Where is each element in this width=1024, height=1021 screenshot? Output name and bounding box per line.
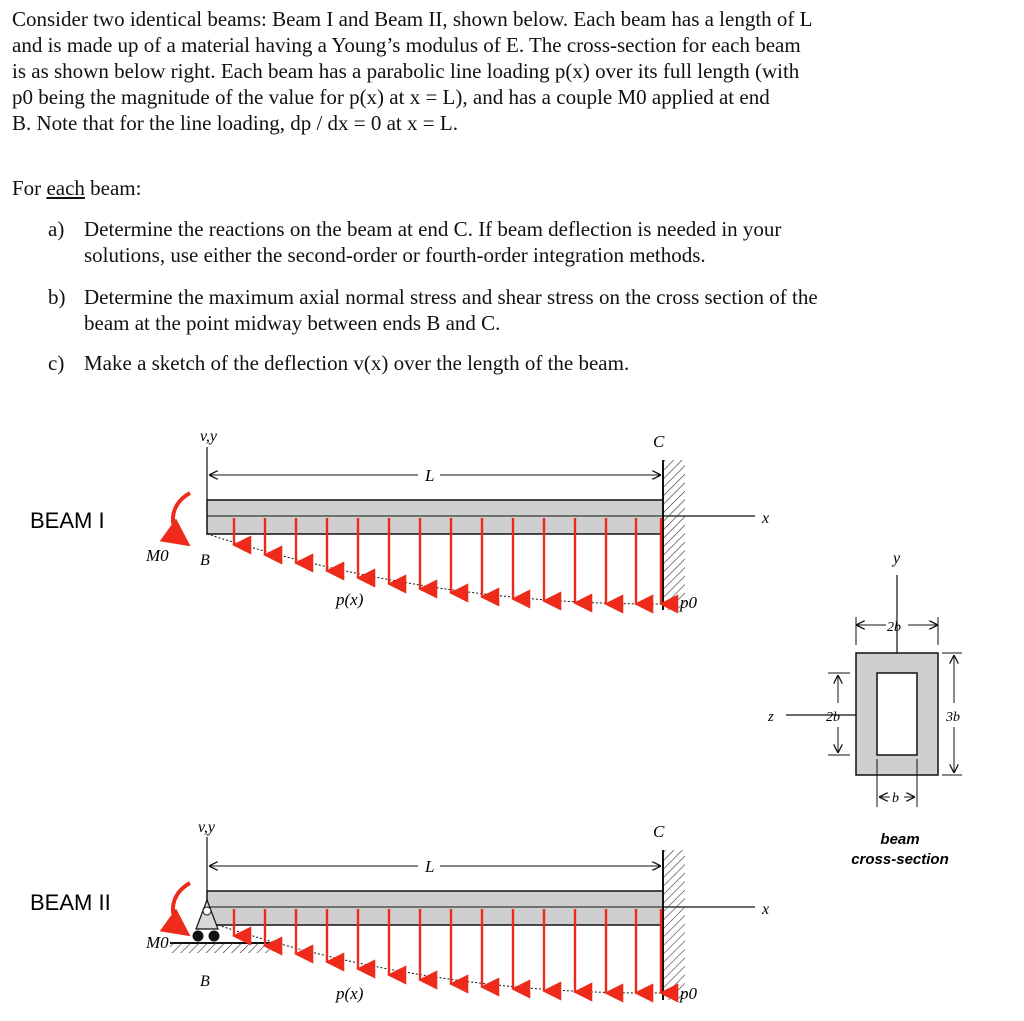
part-line: solutions, use either the second-order or fourth-order integration methods.	[84, 243, 706, 267]
beam-2-axis-x: x	[762, 901, 770, 918]
cross-section-axis-z: z	[768, 709, 774, 725]
for-each-emphasis: each	[46, 176, 85, 200]
cross-section	[767, 550, 962, 868]
beam-2-body	[207, 891, 663, 925]
part-label: c)	[48, 351, 65, 375]
beam-1-moment-arrow	[173, 493, 190, 543]
beam-figure	[0, 395, 1024, 1015]
beam-1-end-b: B	[200, 552, 210, 569]
beam-2-load-label: p(x)	[336, 984, 364, 1003]
beam-2-moment-label: M0	[146, 933, 169, 952]
beam-2-title: BEAM II	[30, 890, 111, 915]
beam-1-axis-x: x	[762, 510, 770, 527]
beam-2-load-curve	[218, 925, 663, 993]
part-label: a)	[48, 217, 65, 241]
beam-1-end-c: C	[653, 432, 665, 451]
problem-intro	[12, 6, 924, 136]
beam-2-end-b: B	[200, 973, 210, 990]
dim-width-outer: 2b	[887, 620, 901, 635]
cross-section-caption-2: cross-section	[851, 851, 949, 868]
beam-2	[30, 819, 769, 1003]
beam-1-body	[207, 500, 663, 534]
intro-line: and is made up of a material having a Young’s modulus of E. The cross-section for each beam	[12, 33, 801, 57]
beam-2-length-label: L	[425, 857, 435, 876]
section-inner	[877, 673, 917, 755]
for-each-suffix: beam:	[84, 176, 142, 200]
dim-height-outer: 3b	[946, 710, 960, 725]
beam-1	[30, 428, 769, 612]
part-line: Determine the reactions on the beam at end C. If beam deflection is needed in your	[84, 217, 782, 241]
beam-1-title: BEAM I	[30, 508, 105, 533]
for-each-heading	[12, 176, 141, 201]
beam-1-fixed-wall	[663, 460, 685, 610]
part-line: Make a sketch of the deflection v(x) over the length of the beam.	[84, 351, 630, 375]
cross-section-axis-y: y	[893, 550, 901, 567]
beam-1-load-label: p(x)	[336, 590, 364, 609]
part-line: beam at the point midway between ends B and C.	[84, 311, 501, 335]
for-each-prefix: For	[12, 176, 47, 200]
intro-line: B. Note that for the line loading, dp / dx = 0 at x = L.	[12, 111, 458, 135]
beam-1-load-curve	[207, 534, 663, 604]
beam-2-load-max: p0	[680, 984, 697, 1003]
intro-line: p0 being the magnitude of the value for p(x) at x = L), and has a couple M0 applied at end	[12, 85, 770, 109]
beam-2-fixed-wall	[663, 850, 685, 1000]
beam-2-end-c: C	[653, 822, 665, 841]
part-label: b)	[48, 285, 66, 309]
cross-section-caption-1: beam	[880, 831, 920, 848]
intro-line: is as shown below right. Each beam has a parabolic line loading p(x) over its full length (with	[12, 59, 800, 83]
beam-2-moment-arrow	[173, 883, 190, 933]
part-line: Determine the maximum axial normal stress and shear stress on the cross section of the	[84, 285, 818, 309]
dim-width-inner: b	[892, 791, 899, 806]
dim-height-inner: 2b	[826, 710, 840, 725]
beam-2-axis-vy: v,y	[198, 819, 216, 836]
beam-1-length-label: L	[425, 466, 435, 485]
intro-line: Consider two identical beams: Beam I and Beam II, shown below. Each beam has a length of L	[12, 7, 813, 31]
beam-1-axis-vy: v,y	[200, 428, 218, 445]
beam-1-moment-label: M0	[146, 546, 169, 565]
beam-1-load-max: p0	[680, 593, 697, 612]
